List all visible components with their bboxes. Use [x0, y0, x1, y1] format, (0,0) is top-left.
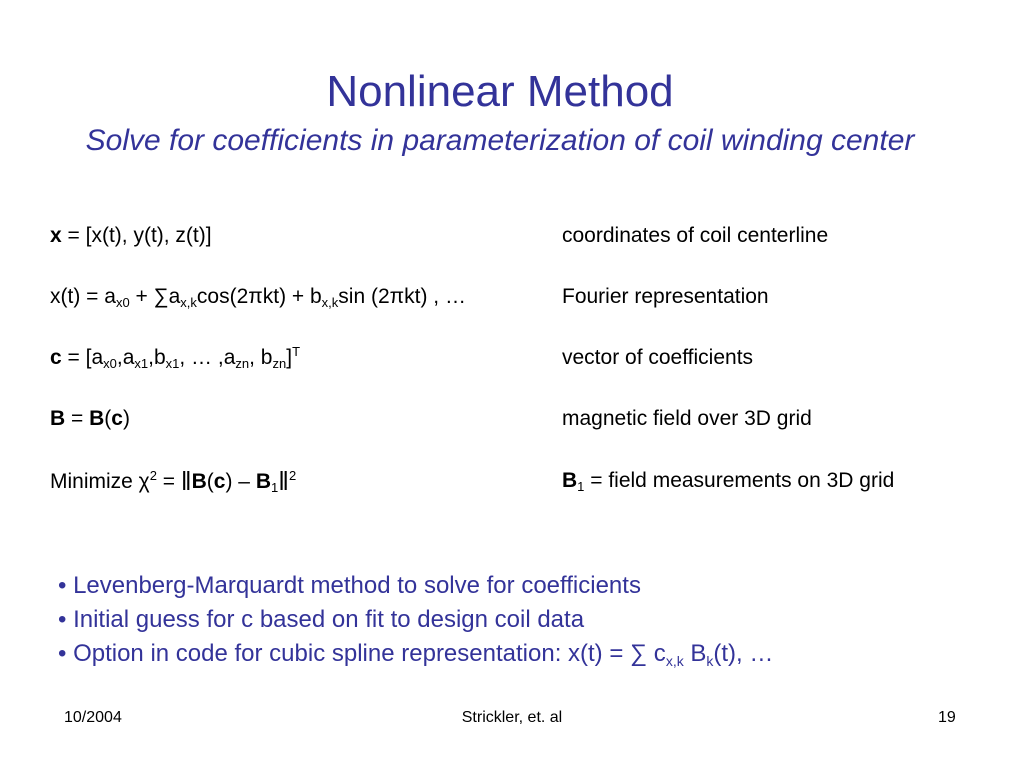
bullet-item-initial-guess: • Initial guess for c based on fit to design coil data: [58, 606, 585, 633]
footer-author: Strickler, et. al: [461, 709, 563, 726]
description-measurements: $B_1$ = field measurements on 3D grid: [562, 469, 895, 494]
description-position-vector: coordinates of coil centerline: [562, 224, 829, 247]
slide-title: Nonlinear Method: [326, 67, 674, 116]
equation-magnetic-field: B = B(c): [50, 407, 130, 430]
bullet-list: [58, 569, 998, 671]
footer-page-number: 19: [938, 709, 956, 726]
description-magnetic-field: magnetic field over 3D grid: [562, 407, 812, 430]
footer-date: 10/2004: [64, 709, 122, 726]
equation-minimize: Minimize $\chi^2$ = ‖B(c) – $B_1‖^2$: [50, 466, 297, 496]
equation-fourier: $x(t) = a_{x0} + \sum a_{x,k}\cos(2\pi kt) + b_{x,k}\sin$ (2πkt) , …: [50, 285, 466, 310]
equation-position-vector: x = [x(t), y(t), z(t)]: [50, 224, 212, 247]
description-fourier: Fourier representation: [562, 285, 769, 308]
description-coefficient-vector: vector of coefficients: [562, 346, 754, 369]
equation-coefficient-vector: $c = [a_{x0},a_{x1},b_{x1}$, … $,a_{zn}$, $b_{zn}]^T$: [50, 344, 301, 371]
bullet-item-cubic-spline: • Option in code for cubic spline representation: x(t) = ∑ $c_{x,k}$ $B_k(t)$, …: [58, 640, 774, 669]
slide-subtitle: Solve for coefficients in parameterization of coil winding center: [85, 124, 915, 157]
bullet-item-levenberg-marquardt: • Levenberg-Marquardt method to solve for coefficients: [58, 572, 641, 599]
